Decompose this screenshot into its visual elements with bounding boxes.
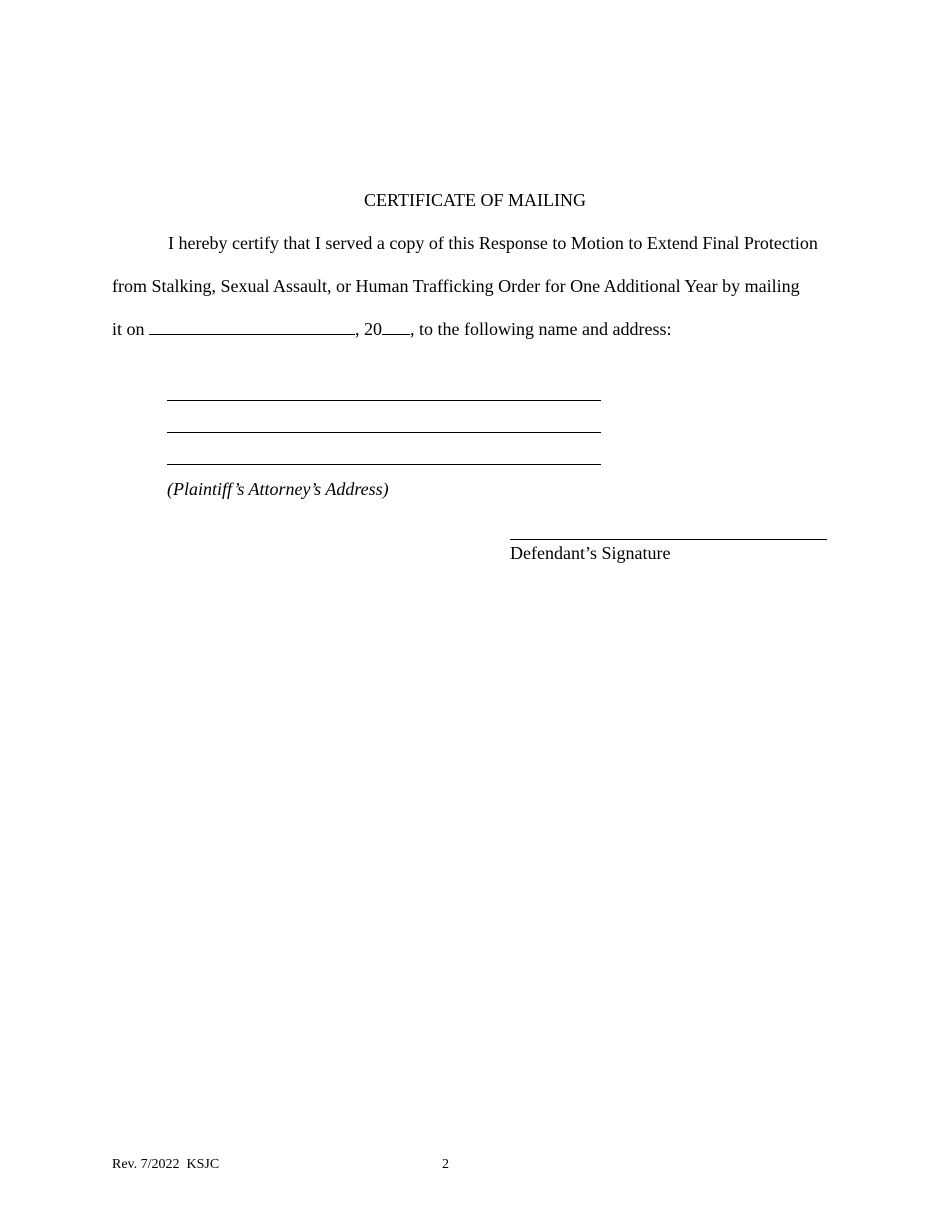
footer-page-number: 2 [442,1157,449,1172]
mailing-date-field[interactable] [149,317,355,335]
defendant-signature-field[interactable] [510,539,827,540]
mailing-text-suffix: , to the following name and address: [410,319,672,339]
footer-revision: Rev. 7/2022 KSJC [112,1157,220,1172]
mailing-year-prefix: , 20 [355,319,383,339]
page-title: CERTIFICATE OF MAILING [364,190,586,210]
address-line-3-field[interactable] [167,464,601,465]
mailing-year-field[interactable] [382,317,410,335]
mailing-date-prefix: it on [112,319,145,339]
address-line-1-field[interactable] [167,400,601,401]
certification-text-line-2: from Stalking, Sexual Assault, or Human Trafficking Order for One Additional Year by mailing [112,276,800,296]
certification-text-line-3 [112,317,671,340]
signature-caption: Defendant’s Signature [510,543,671,563]
address-caption: (Plaintiff’s Attorney’s Address) [167,479,389,499]
address-line-2-field[interactable] [167,432,601,433]
certification-text-line-1: I hereby certify that I served a copy of this Response to Motion to Extend Final Protection [168,233,818,253]
